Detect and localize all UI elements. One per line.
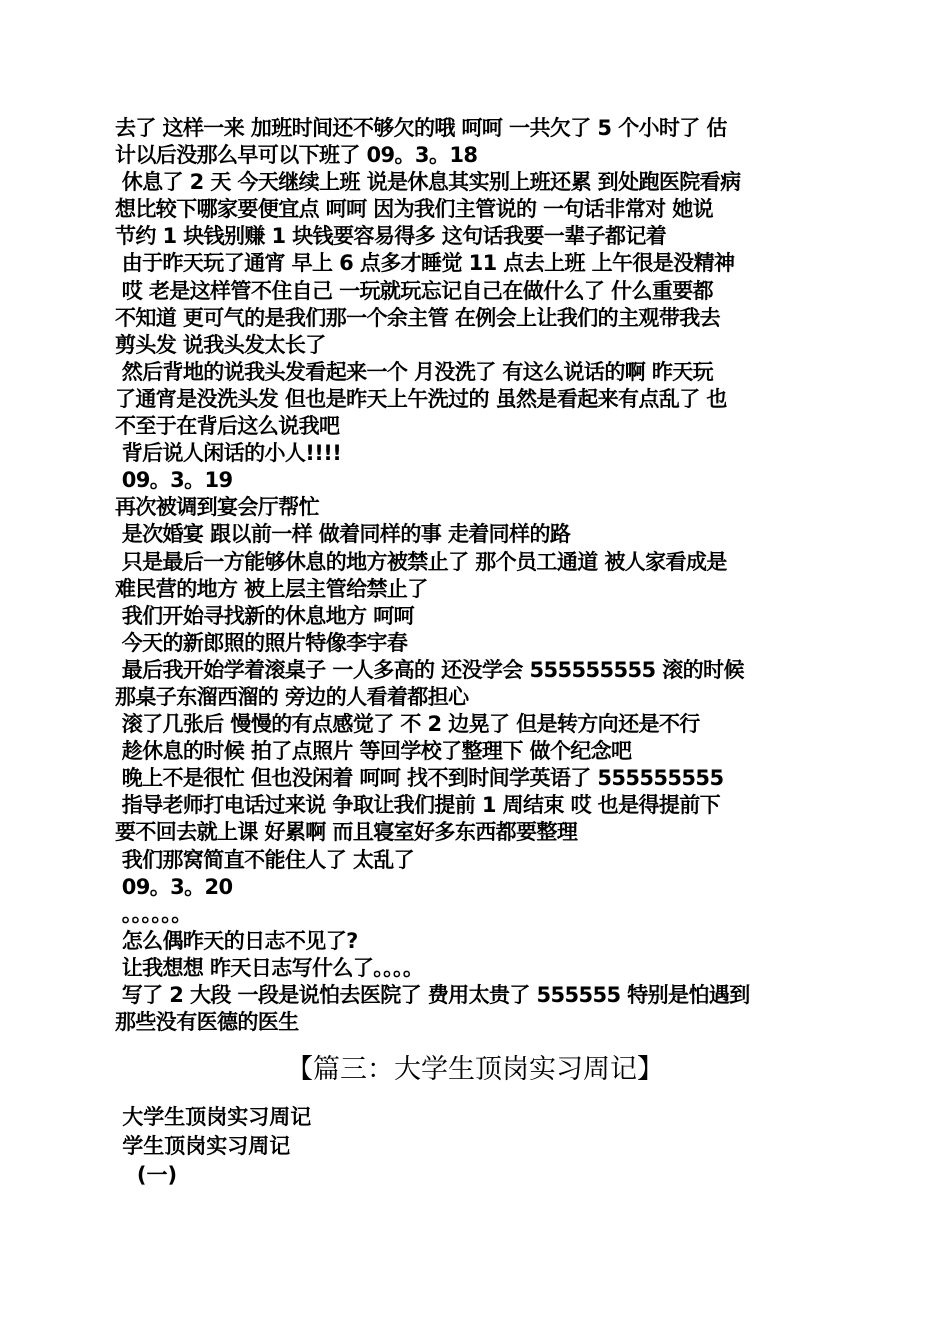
text-line: 我们开始寻找新的休息地方 呵呵 [115, 603, 415, 628]
section-title-line: 学生顶岗实习周记 [115, 1134, 291, 1158]
text-line: 只是最后一方能够休息的地方被禁止了 那个员工通道 被人家看成是 [115, 549, 727, 574]
text-line: 最后我开始学着滚桌子 一人多高的 还没学会 555555555 滚的时候 [115, 657, 744, 682]
text-line: 计以后没那么早可以下班了 09。3。18 [115, 143, 478, 168]
text-line: 滚了几张后 慢慢的有点感觉了 不 2 边晃了 但是转方向还是不行 [115, 712, 700, 737]
text-line: 然后背地的说我头发看起来一个 月没洗了 有这么说话的啊 昨天玩 [115, 359, 714, 384]
text-line: 由于昨天玩了通宵 早上 6 点多才睡觉 11 点去上班 上午很是没精神 [115, 251, 735, 276]
text-line: 趁休息的时候 拍了点照片 等回学校了整理下 做个纪念吧 [115, 739, 632, 764]
text-line: 难民营的地方 被上层主管给禁止了 [115, 576, 428, 601]
section-title-line: 大学生顶岗实习周记 [115, 1105, 312, 1129]
text-line: 再次被调到宴会厅帮忙 [115, 495, 319, 520]
text-line: 是次婚宴 跟以前一样 做着同样的事 走着同样的路 [115, 522, 571, 547]
text-line: 不至于在背后这么说我吧 [115, 414, 340, 439]
text-line: 剪头发 说我头发太长了 [115, 332, 326, 357]
text-line: 那桌子东溜西溜的 旁边的人看着都担心 [115, 684, 469, 709]
text-line: 。。。。。。 [115, 901, 192, 926]
text-line: 节约 1 块钱别赚 1 块钱要容易得多 这句话我要一辈子都记着 [115, 224, 667, 249]
text-line: 哎 老是这样管不住自己 一玩就玩忘记自己在做什么了 什么重要都 [115, 278, 714, 303]
text-line: 我们那窝简直不能住人了 太乱了 [115, 847, 415, 872]
text-line: 想比较下哪家要便宜点 呵呵 因为我们主管说的 一句话非常对 她说 [115, 197, 714, 222]
text-line: 今天的新郎照的照片特像李宇春 [115, 630, 408, 655]
text-line: 怎么偶昨天的日志不见了? [115, 928, 358, 953]
text-line: 不知道 更可气的是我们那一个余主管 在例会上让我们的主观带我去 [115, 305, 721, 330]
text-line: 背后说人闲话的小人!!!! [115, 441, 342, 466]
text-line: 要不回去就上课 好累啊 而且寝室好多东西都要整理 [115, 820, 578, 845]
date-line: 09。3。20 [115, 874, 233, 899]
text-line: 休息了 2 天 今天继续上班 说是休息其实别上班还累 到处跑医院看病 [115, 170, 741, 195]
text-line: 写了 2 大段 一段是说怕去医院了 费用太贵了 555555 特别是怕遇到 [115, 983, 750, 1007]
text-line: 让我想想 昨天日志写什么了。。。。 [115, 955, 424, 980]
section-heading: 【篇三：大学生顶岗实习周记】 [286, 1054, 664, 1085]
date-line: 09。3。19 [115, 468, 233, 493]
text-line: 指导老师打电话过来说 争取让我们提前 1 周结束 哎 也是得提前下 [115, 793, 721, 818]
section-intro [115, 1103, 840, 1190]
text-line: 了通宵是没洗头发 但也是昨天上午洗过的 虽然是看起来有点乱了 也 [115, 386, 727, 411]
text-line: 去了 这样一来 加班时间还不够欠的哦 呵呵 一共欠了 5 个小时了 估 [115, 116, 727, 140]
text-line: 晚上不是很忙 但也没闲着 呵呵 找不到时间学英语了 555555555 [115, 766, 724, 791]
section-number-line: (一) [115, 1163, 178, 1187]
document-body [115, 115, 840, 1036]
text-line: 那些没有医德的医生 [115, 1010, 299, 1035]
